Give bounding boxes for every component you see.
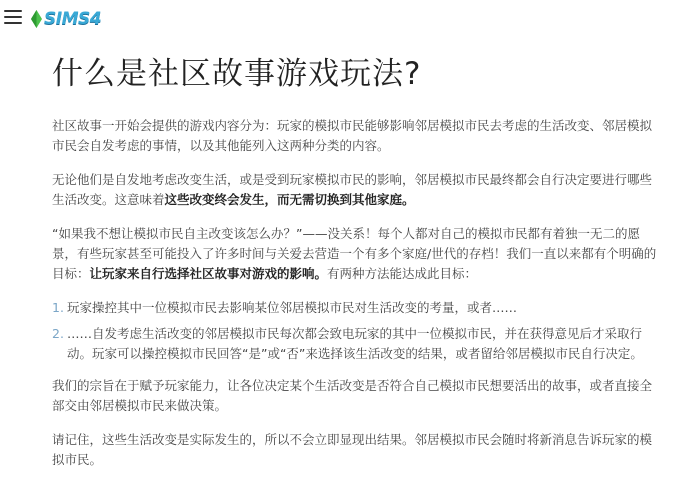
logo-text: SIMS4 (44, 9, 102, 29)
paragraph-emphasis: 这些改变终会发生，而无需切换到其他家庭。 (164, 192, 415, 207)
top-bar (0, 0, 690, 40)
paragraph-goal (52, 224, 662, 284)
paragraph-text: 无论他们是自发地考虑改变生活，或是受到玩家模拟市民的影响，邻居模拟市民最终都会自行决定要进行哪些生活改变。这意味着 (52, 172, 653, 207)
article (52, 52, 662, 482)
sims4-logo[interactable] (31, 6, 101, 32)
paragraph-emphasis: 让玩家来自行选择社区故事对游戏的影响。 (89, 266, 328, 281)
paragraph-text: 有两种方法能达成此目标： (327, 266, 478, 281)
page-title: 什么是社区故事游戏玩法? (52, 56, 422, 92)
list-number: 1. (52, 300, 64, 315)
list-item-text: ……自发考虑生活改变的邻居模拟市民每次都会致电玩家的其中一位模拟市民，并在获得意见后才采取行动。玩家可以操控模拟市民回答“是”或“否”来选择该生活改变的结果，或者留给邻居模拟市民自行决定。 (67, 326, 643, 361)
methods-list (52, 298, 662, 364)
plumbob-icon (31, 10, 42, 28)
hamburger-menu-icon[interactable] (4, 10, 22, 26)
paragraph-intro: 社区故事一开始会提供的游戏内容分为：玩家的模拟市民能够影响邻居模拟市民去考虑的生活改变、邻居模拟市民会自发考虑的事情，以及其他能列入这两种分类的内容。 (52, 118, 653, 153)
list-item (52, 298, 662, 318)
paragraph-purpose: 我们的宗旨在于赋予玩家能力，让各位决定某个生活改变是否符合自己模拟市民想要活出的故事，或者直接全部交由邻居模拟市民来做决策。 (52, 378, 653, 413)
list-number: 2. (52, 326, 64, 341)
paragraph-text: “如果我不想让模拟市民自主改变该怎么办？”——没关系！每个人都对自己的模拟市民都有着独一无二的愿景，有些玩家甚至可能投入了许多时间与关爱去营造一个有多个家庭/世代的存档！我们一直以来都有个明确的目标： (52, 226, 657, 281)
list-item-text: 玩家操控其中一位模拟市民去影响某位邻居模拟市民对生活改变的考量，或者…… (67, 300, 518, 315)
paragraph-reminder: 请记住，这些生活改变是实际发生的，所以不会立即显现出结果。邻居模拟市民会随时将新消息告诉玩家的模拟市民。 (52, 432, 653, 467)
paragraph-decisions (52, 170, 662, 210)
list-item (52, 324, 662, 364)
